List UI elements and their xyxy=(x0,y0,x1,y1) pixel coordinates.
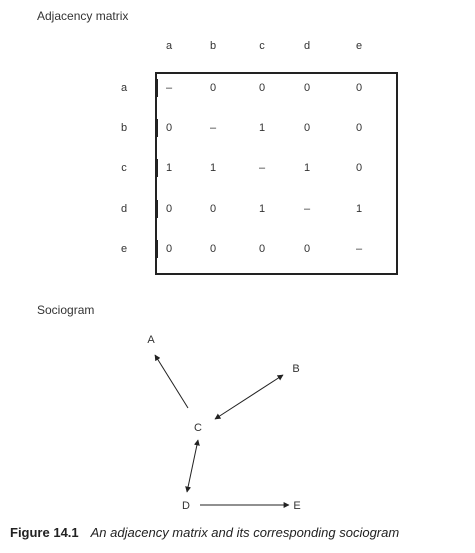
matrix-cell: 0 xyxy=(165,243,173,255)
matrix-cell: 0 xyxy=(355,162,363,174)
row-header-d: d xyxy=(120,203,128,215)
column-header-c: c xyxy=(259,40,265,52)
matrix-cell: 1 xyxy=(165,162,173,174)
matrix-cell: – xyxy=(355,243,363,255)
matrix-cell: 0 xyxy=(355,122,363,134)
row-header-c: c xyxy=(121,162,127,174)
matrix-cell: 0 xyxy=(165,122,173,134)
matrix-cell: – xyxy=(258,162,266,174)
matrix-cell: – xyxy=(209,122,217,134)
matrix-cell: 0 xyxy=(303,122,311,134)
matrix-cell: 0 xyxy=(258,82,266,94)
edge-c-b xyxy=(215,375,283,419)
figure-caption xyxy=(10,525,399,540)
row-header-a: a xyxy=(120,82,128,94)
matrix-title: Adjacency matrix xyxy=(37,9,129,23)
figure-number: Figure 14.1 xyxy=(10,525,79,540)
matrix-cell: 0 xyxy=(258,243,266,255)
node-e: E xyxy=(293,500,301,512)
matrix-cell: 1 xyxy=(258,203,266,215)
column-header-e: e xyxy=(355,40,363,52)
column-header-a: a xyxy=(165,40,173,52)
node-b: B xyxy=(292,363,300,375)
node-c: C xyxy=(194,422,202,434)
column-header-b: b xyxy=(209,40,217,52)
matrix-cell: 0 xyxy=(165,203,173,215)
caption-text: An adjacency matrix and its corresponding sociogram xyxy=(90,525,400,540)
matrix-cell: – xyxy=(303,203,311,215)
matrix-cell: 0 xyxy=(303,243,311,255)
edge-c-d xyxy=(187,440,198,492)
matrix-cell: 0 xyxy=(209,243,217,255)
matrix-cell: 1 xyxy=(258,122,266,134)
node-d: D xyxy=(182,500,190,512)
matrix-cell: 0 xyxy=(303,82,311,94)
matrix-cell: 1 xyxy=(355,203,363,215)
row-header-e: e xyxy=(120,243,128,255)
matrix-cell: 0 xyxy=(355,82,363,94)
sociogram-title: Sociogram xyxy=(37,303,95,317)
matrix-cell: 1 xyxy=(209,162,217,174)
matrix-cell: – xyxy=(165,82,173,94)
node-a: A xyxy=(147,334,155,346)
edge-c-a xyxy=(155,355,188,408)
row-header-b: b xyxy=(120,122,128,134)
matrix-cell: 0 xyxy=(209,82,217,94)
matrix-cell: 0 xyxy=(209,203,217,215)
matrix-cell: 1 xyxy=(303,162,311,174)
column-header-d: d xyxy=(303,40,311,52)
